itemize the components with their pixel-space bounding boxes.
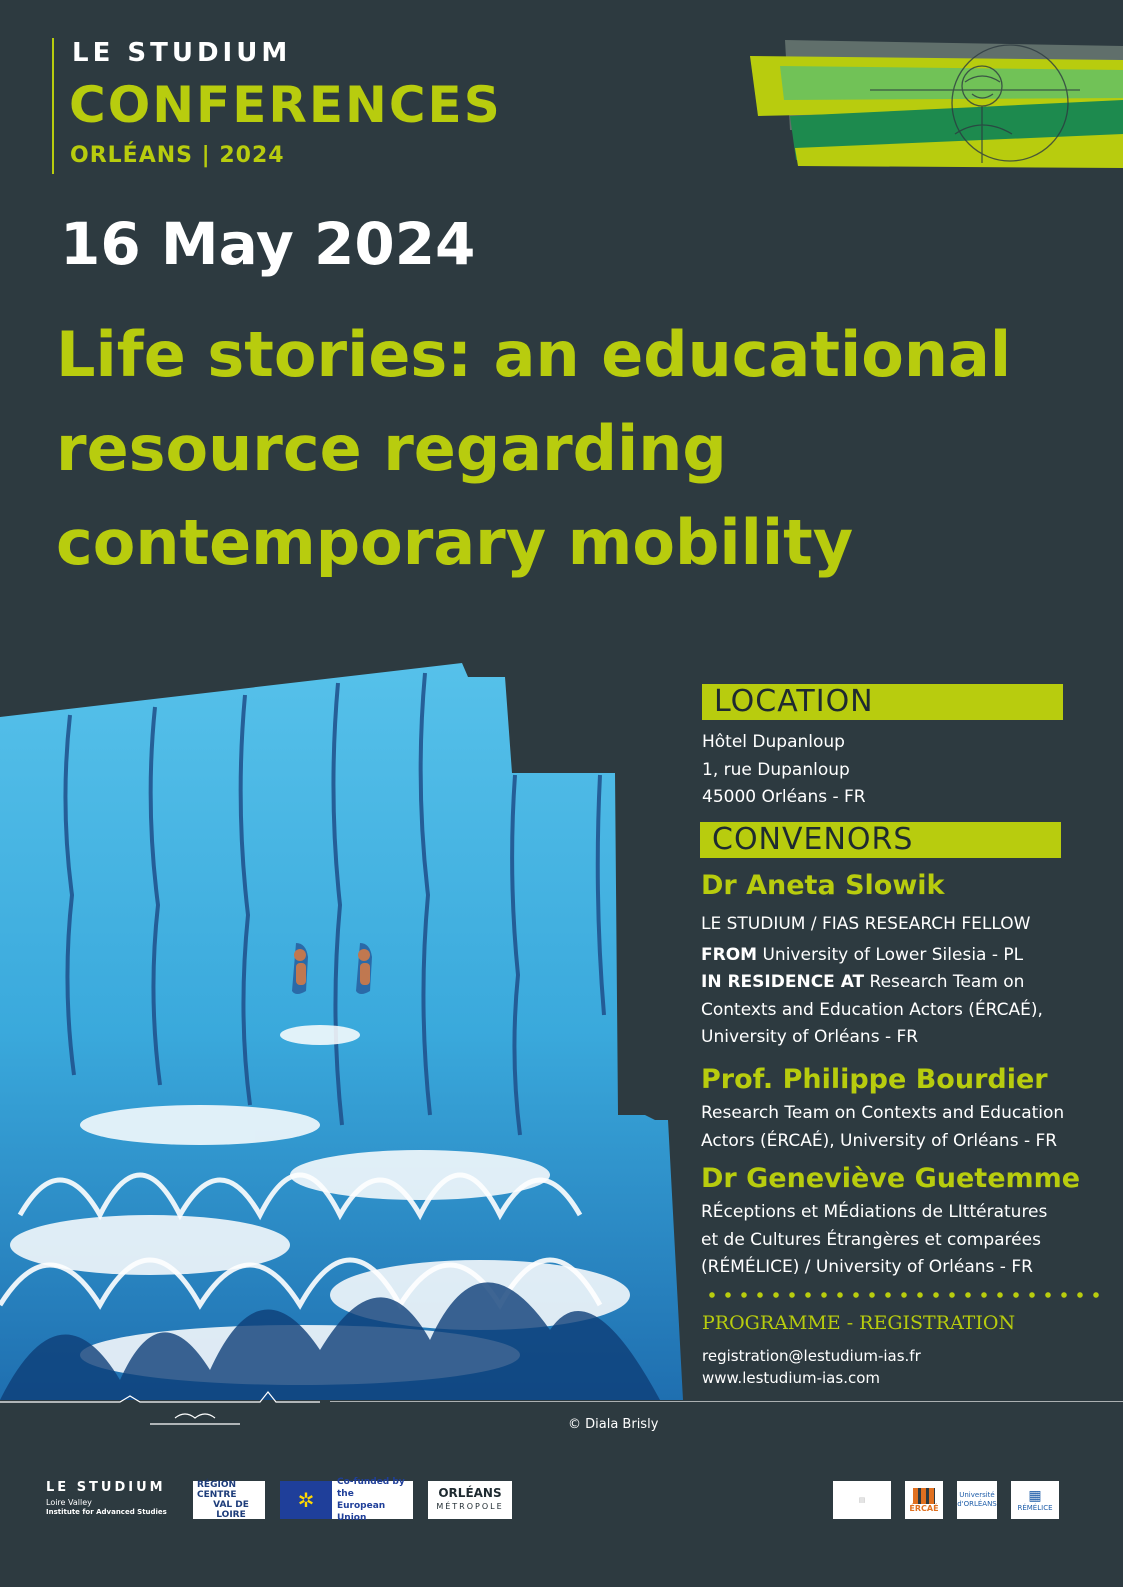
convenor-1-residence-2: Contexts and Education Actors (ÉRCAÉ), — [701, 999, 1043, 1020]
banner-illustration — [750, 38, 1123, 168]
footer-studium-sub1: Loire Valley — [46, 1498, 92, 1507]
convenor-3-name: Dr Geneviève Guetemme — [701, 1163, 1081, 1194]
registration-email[interactable]: registration@lestudium-ias.fr — [702, 1347, 921, 1365]
region-centre-logo — [193, 1481, 265, 1519]
le-studium-logo — [46, 1480, 181, 1517]
dotted-divider — [704, 1292, 1104, 1298]
residence-value: Research Team on — [869, 972, 1025, 992]
fias-logo — [833, 1481, 891, 1519]
convenors-heading: CONVENORS — [700, 822, 1061, 858]
convenor-3-line-2: et de Cultures Étrangères et comparées — [701, 1229, 1041, 1250]
region-text-1: RÉGION — [197, 1480, 236, 1490]
residence-label: IN RESIDENCE AT — [701, 972, 865, 992]
ercae-text: ÉRCAÉ — [909, 1503, 939, 1513]
orleans-metropole-logo — [428, 1481, 512, 1519]
location-line-1: Hôtel Dupanloup — [702, 732, 845, 752]
region-text-3: VAL DE LOIRE — [213, 1500, 249, 1520]
title-line-2: resource regarding — [56, 412, 727, 485]
remelice-logo — [1011, 1481, 1059, 1519]
event-date: 16 May 2024 — [60, 210, 476, 278]
footer-divider — [330, 1401, 1123, 1402]
ercae-mark-icon — [913, 1488, 935, 1504]
convenor-1-residence-3: University of Orléans - FR — [701, 1027, 919, 1047]
orleans-text-2: MÉTROPOLE — [436, 1502, 504, 1511]
convenor-2-name: Prof. Philippe Bourdier — [701, 1064, 1048, 1095]
convenor-2-details — [701, 1100, 1101, 1155]
skyline-outline — [0, 1390, 320, 1430]
title-line-1: Life stories: an educational — [56, 318, 1012, 391]
eu-text-1: Co-funded by the — [337, 1477, 405, 1499]
brand-conferences: CONFERENCES — [69, 76, 502, 134]
footer-studium-sub2: Institute for Advanced Studies — [46, 1508, 167, 1516]
ercae-logo — [905, 1481, 943, 1519]
convenor-2-line-1: Research Team on Contexts and Education — [701, 1103, 1065, 1123]
location-heading: LOCATION — [702, 684, 1063, 720]
univ-text-2: d'ORLÉANS — [957, 1500, 997, 1508]
eu-text — [332, 1477, 413, 1523]
registration-website[interactable]: www.lestudium-ias.com — [702, 1369, 880, 1387]
header-accent-line — [52, 38, 54, 174]
universite-orleans-logo — [957, 1481, 997, 1519]
convenor-1-details — [701, 911, 1101, 1052]
fias-mark-icon: ▤ — [858, 1496, 866, 1504]
convenor-1-from — [701, 942, 1101, 970]
title-line-3: contemporary mobility — [56, 506, 854, 579]
location-line-2: 1, rue Dupanloup — [702, 759, 850, 780]
region-text-2: CENTRE — [197, 1490, 237, 1500]
convenor-1-residence — [701, 969, 1101, 997]
eu-text-2: European Union — [337, 1501, 386, 1523]
from-label: FROM — [701, 944, 758, 965]
image-credit: © Diala Brisly — [568, 1417, 659, 1432]
univ-text-1: Université — [959, 1491, 995, 1499]
remelice-text: RÉMÉLICE — [1017, 1504, 1053, 1512]
convenor-3-line-1: RÉceptions et MÉdiations de LIttératures — [701, 1202, 1048, 1222]
convenor-2-line-2: Actors (ÉRCAÉ), University of Orléans - FR — [701, 1130, 1058, 1151]
brand-le-studium: LE STUDIUM — [72, 38, 292, 68]
convenor-3-details — [701, 1199, 1101, 1282]
convenor-3-line-3: (RÉMÉLICE) / University of Orléans - FR — [701, 1257, 1033, 1277]
brand-city-year: ORLÉANS | 2024 — [70, 143, 285, 168]
convenor-1-name: Dr Aneta Slowik — [701, 870, 945, 901]
convenor-1-role: LE STUDIUM / FIAS RESEARCH FELLOW — [701, 914, 1031, 934]
remelice-book-icon: ▦ — [1028, 1488, 1042, 1504]
orleans-text-1: ORLÉANS — [438, 1486, 502, 1500]
from-value: University of Lower Silesia - PL — [762, 944, 1024, 965]
footer-studium-name: LE STUDIUM — [46, 1480, 166, 1495]
eu-flag-icon: ✲ — [280, 1481, 332, 1519]
location-address — [702, 729, 866, 812]
registration-heading: PROGRAMME - REGISTRATION — [702, 1312, 1016, 1334]
pool-illustration — [0, 655, 690, 1405]
event-title — [56, 308, 1056, 590]
location-line-3: 45000 Orléans - FR — [702, 787, 866, 807]
eu-cofunded-logo — [280, 1477, 413, 1523]
